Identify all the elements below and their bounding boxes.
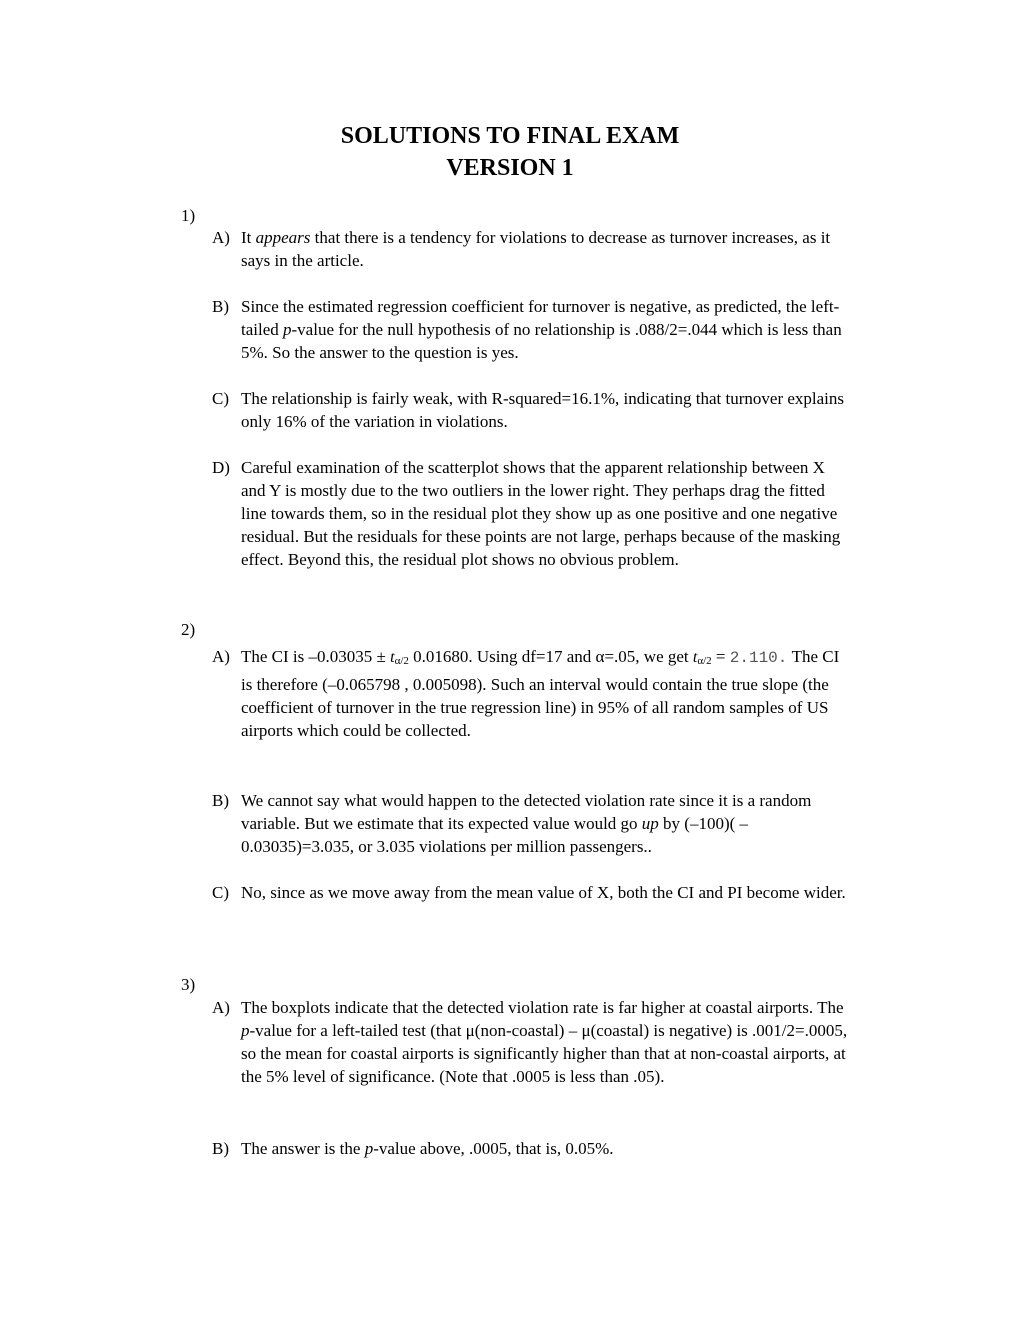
q3-a-label: A) [212,998,230,1017]
q1-d-label: D) [212,458,230,477]
q2-part-c [212,881,852,904]
q1-d-text: Careful examination of the scatterplot shows that the apparent relationship between X and Y is mostly due to the two outliers in the lower right. They perhaps drag the fitted line towards them, so in the residual plot they show up as one positive and one negative residual. But the residuals for these points are not large, perhaps because of the masking effect. Beyond this, the residual plot shows no obvious problem. [241,458,841,569]
q3-a-text: The boxplots indicate that the detected violation rate is far higher at coastal airports. The p-value for a left-tailed test (that μ(non-coastal) – μ(coastal) is negative) is .001/2=.0005, so the mean for coastal airports is significantly higher than that at non-coastal airports, at the 5% level of significance. (Note that .0005 is less than .05). [241,998,848,1086]
q2-part-b [212,789,852,858]
q1-part-c [212,387,852,433]
q2-a-label: A) [212,647,230,666]
q1-part-d [212,456,852,571]
q3-part-a [212,996,852,1088]
q2-c-label: C) [212,883,229,902]
q3-b-label: B) [212,1139,229,1158]
q1-part-b [212,295,852,364]
q1-a-label: A) [212,228,230,247]
q2-part-a [212,645,852,742]
q2-b-text: We cannot say what would happen to the detected violation rate since it is a random variable. But we estimate that its expected value would go up by (–100)( –0.03035)=3.035, or 3.035 violations per million passengers.. [241,791,812,856]
q3-part-b [212,1137,852,1160]
q1-b-text: Since the estimated regression coefficient for turnover is negative, as predicted, the left-tailed p-value for the null hypothesis of no relationship is .088/2=.044 which is less than 5%. So the answer to the question is yes. [241,297,842,362]
q2-c-text: No, since as we move away from the mean value of X, both the CI and PI become wider. [241,883,846,902]
q2-b-label: B) [212,791,229,810]
question-1-number: 1) [181,206,196,225]
q1-part-a [212,226,852,272]
q2-a-text: The CI is –0.03035 ± tα/2 0.01680. Using df=17 and α=.05, we get tα/2 = 2.110. The CI is therefore (–0.065798 , 0.005098). Such an interval would contain the true slope (the coefficient of turnover in the true regression line) in 95% of all random samples of US airports which could be collected. [241,647,840,740]
q3-b-text: The answer is the p-value above, .0005, that is, 0.05%. [241,1139,614,1158]
q1-c-text: The relationship is fairly weak, with R-squared=16.1%, indicating that turnover explains only 16% of the variation in violations. [241,389,845,431]
q1-c-label: C) [212,389,229,408]
q1-a-text: It appears that there is a tendency for violations to decrease as turnover increases, as it says in the article. [241,228,831,270]
title-line-1: SOLUTIONS TO FINAL EXAM [340,123,680,149]
title-line-2: VERSION 1 [446,155,574,181]
question-2-number: 2) [181,620,196,639]
q1-b-label: B) [212,297,229,316]
question-3-number: 3) [181,975,196,994]
